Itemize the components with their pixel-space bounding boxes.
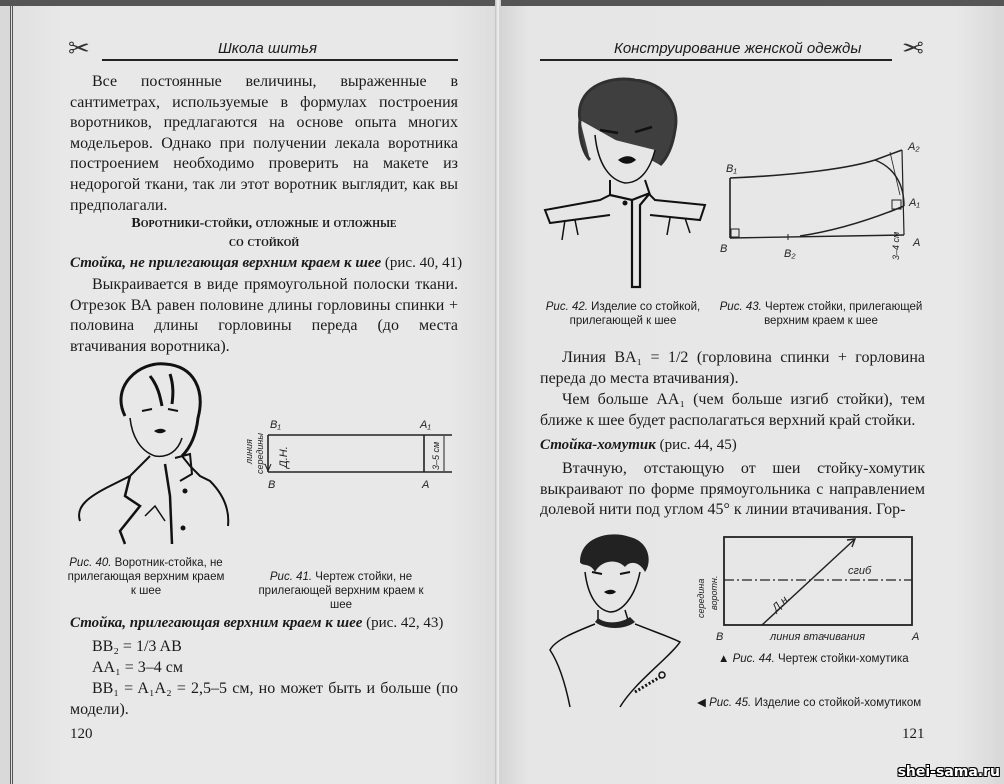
- fig44-caption: [718, 652, 938, 666]
- button: [183, 489, 188, 494]
- inner-fold: [145, 506, 165, 521]
- label-grain: Д.Н.: [278, 446, 290, 468]
- lips: [604, 590, 616, 595]
- fig45-caption: [697, 696, 937, 710]
- label-a1: A₁: [420, 419, 431, 431]
- fig44-drawing: [690, 530, 940, 643]
- label-b: B: [716, 631, 724, 643]
- subhead-ref: (рис. 42, 43): [366, 615, 444, 631]
- label-a: A: [913, 237, 921, 249]
- label-a1: A₁: [909, 197, 920, 209]
- site-watermark: shei-sama.ru: [897, 764, 1000, 780]
- label-seam: линия втачивания: [770, 631, 865, 643]
- brooch-head: [659, 672, 665, 678]
- top-edge-curve: [730, 150, 902, 178]
- fig42-caption-num: Рис. 42.: [545, 301, 588, 313]
- eyes: [142, 409, 178, 411]
- label-height: 3–5 см: [431, 441, 441, 470]
- section-title-line2: со стойкой: [228, 235, 300, 250]
- subhead-fig42-43: [70, 614, 443, 633]
- subhead-fig44-45: [540, 436, 737, 455]
- shoulders: [79, 456, 228, 526]
- fig42-caption-text: Изделие со стойкой, прилегающей к шее: [569, 301, 701, 327]
- eyes: [592, 572, 630, 574]
- fig40-caption-num: Рис. 40.: [69, 557, 112, 569]
- hair-outline: [121, 364, 200, 456]
- lips: [154, 429, 166, 434]
- section-title: [70, 214, 458, 252]
- fig44-caption-text: Чертеж стойки-хомутика: [778, 653, 909, 665]
- left-page-number: 120: [70, 726, 93, 742]
- button: [623, 201, 628, 206]
- label-a2: A₂: [908, 141, 920, 153]
- subhead-title: Стойка, прилегающая верхним краем к шее: [70, 615, 363, 631]
- right-paragraph-2: Чем больше AA₁ (чем больше изгиб стойки), тем ближе к шее будет располагаться верхний край стойки.: [540, 391, 925, 429]
- pointer-up-icon: ▲: [718, 653, 730, 665]
- right-paragraph-3: Втачную, отстающую от шеи стойку-хомутик выкраивают по форме прямоугольника с направлением долевой нити под углом 45° к линии втачивания. Гор-: [540, 460, 925, 519]
- hair: [580, 534, 649, 572]
- fig42-illustration: [540, 75, 720, 295]
- right-running-head: Конструирование женской одежды: [614, 40, 862, 57]
- label-b2: B₂: [784, 248, 796, 260]
- fig40-caption-text: Воротник-стойка, не прилегающая верхним краем к шее: [67, 557, 225, 597]
- label-b: B: [268, 479, 276, 491]
- formula-bb2: BB₂ = 1/3 AB: [92, 638, 182, 655]
- fig45-caption-text: Изделие со стойкой-хомутиком: [754, 697, 922, 709]
- base-line: [730, 235, 904, 238]
- fig43-caption-num: Рис. 43.: [719, 301, 762, 313]
- fig45-caption-num: Рис. 45.: [709, 697, 752, 709]
- label-a: A: [912, 631, 920, 643]
- subhead-title: Стойка, не прилегающая верхним краем к шее: [70, 255, 382, 271]
- fig43-caption: [712, 300, 930, 328]
- fig41-caption-num: Рис. 41.: [269, 571, 313, 583]
- left-running-head: Школа шитья: [218, 40, 318, 57]
- label-b1: B₁: [726, 163, 737, 175]
- label-grain: Д.н.: [769, 591, 793, 615]
- subhead-fig40-41: [70, 254, 462, 273]
- left-paragraph-2: Выкраивается в виде прямоугольной полоски ткани. Отрезок ВА равен половине длины горловины спинки + половина длины горловины переда (до места втачивания воротника).: [70, 276, 458, 355]
- scissors-icon: ✂: [68, 34, 90, 64]
- fig41-caption: [248, 570, 434, 612]
- face-outline: [130, 418, 182, 456]
- fig40-illustration: [70, 356, 230, 546]
- formula-bb1: BB₁ = A₁A₂ = 2,5–5 см, но может быть и больше (по модели).: [70, 680, 458, 718]
- neckline-curve: [800, 206, 904, 236]
- shoulders: [550, 624, 680, 707]
- stand-collar-band: [595, 617, 635, 628]
- fold-marks: [562, 218, 690, 240]
- hair-strands: [150, 374, 173, 406]
- label-b: B: [720, 243, 728, 255]
- right-angle-mark: [731, 229, 739, 237]
- label-center-1: середина: [696, 578, 706, 618]
- left-header-rule: [102, 59, 458, 61]
- formula-aa1: AA₁ = 3–4 см: [92, 659, 183, 676]
- fig45-illustration: [540, 532, 690, 712]
- subhead-ref: (рис. 44, 45): [659, 437, 737, 453]
- fig41-drawing: [230, 400, 470, 510]
- construction-line: [890, 152, 900, 195]
- fig43-caption-text: Чертеж стойки, прилегающей верхним краем к шее: [764, 301, 923, 327]
- label-center-line-1: линия: [244, 439, 254, 464]
- collar-rectangle: [724, 537, 912, 625]
- label-a: A: [422, 479, 430, 491]
- right-paragraph-1: Линия BA₁ = 1/2 (горловина спинки + горловина переда до места втачивания).: [540, 349, 925, 387]
- front-curve: [875, 160, 904, 206]
- label-fold: сгиб: [848, 565, 872, 577]
- scissors-icon: ✂: [902, 34, 924, 64]
- label-b1: B₁: [270, 419, 281, 431]
- subhead-title: Стойка-хомутик: [540, 437, 656, 453]
- stand-collar-placket: [610, 193, 650, 287]
- left-intro-paragraph: Все постоянные величины, выраженные в сантиметрах, используемые в формулах построения воротников, предлагаются на основе опыта многих модельеров. Однако при получении лекала воротника построением необходимо проверить на макете из недорогой ткани, так ли этот воротник выглядит, как вы предполагали.: [70, 73, 458, 214]
- fig40-caption: [66, 556, 226, 598]
- button: [181, 526, 186, 531]
- fig44-caption-num: Рис. 44.: [732, 653, 775, 665]
- label-center-line-2: середины: [255, 433, 265, 474]
- section-title-line1: Воротники-стойки, отложные и отложные: [131, 216, 397, 231]
- right-header-rule: [540, 59, 892, 61]
- subhead-ref: (рис. 40, 41): [384, 255, 463, 271]
- label-center-2: воротн.: [709, 575, 719, 610]
- fig42-caption: [540, 300, 706, 328]
- label-height: 3–4 см: [891, 231, 901, 260]
- fig41-caption-text: Чертеж стойки, не прилегающей верхним краем к шее: [258, 571, 424, 611]
- right-page-number: 121: [902, 726, 925, 742]
- fig43-drawing: [700, 140, 940, 270]
- pointer-left-icon: ◀: [697, 697, 706, 709]
